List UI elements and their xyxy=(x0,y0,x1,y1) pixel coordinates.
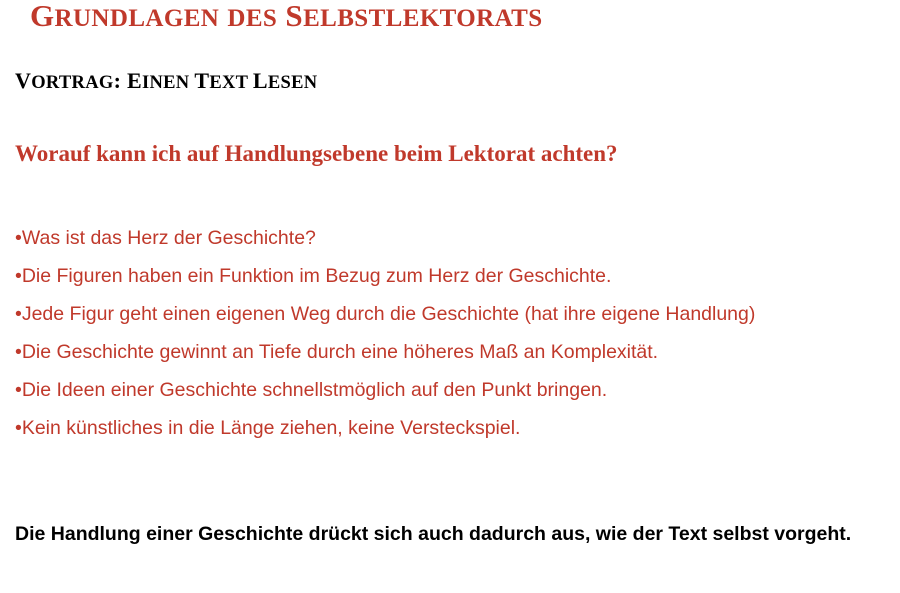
list-item xyxy=(15,333,875,371)
bullet-marker-icon: • xyxy=(15,303,22,325)
list-item-text: Kein künstliches in die Länge ziehen, keine Versteckspiel. xyxy=(21,417,521,439)
slide-subtitle xyxy=(15,68,317,94)
bullet-marker-icon: • xyxy=(15,265,22,287)
bullet-marker-icon: • xyxy=(15,341,22,363)
subtitle-initial-4: L xyxy=(252,68,268,93)
subtitle-rest-2: INEN xyxy=(141,73,195,93)
section-question: Worauf kann ich auf Handlungsebene beim Lektorat achten? xyxy=(15,141,618,166)
bullet-marker-icon: • xyxy=(15,417,22,439)
list-item-text: Jede Figur geht einen eigenen Weg durch die Geschichte (hat ihre eigene Handlung) xyxy=(21,303,756,325)
bullet-marker-icon: • xyxy=(15,227,22,249)
title-word-3-initial: S xyxy=(285,0,304,33)
subtitle-rest-4: ESEN xyxy=(267,73,318,93)
list-item-text: Die Figuren haben ein Funktion im Bezug zum Herz der Geschichte. xyxy=(21,265,612,287)
title-word-3-rest: ELBSTLEKTORATS xyxy=(303,5,543,32)
subtitle-rest-3: EXT xyxy=(209,73,253,93)
title-word-2: DES xyxy=(227,5,278,32)
list-item xyxy=(15,295,875,333)
subtitle-initial: V xyxy=(15,68,32,93)
list-item xyxy=(15,409,875,447)
closing-statement: Die Handlung einer Geschichte drückt sich auch dadurch aus, wie der Text selbst vorgeht. xyxy=(15,523,852,545)
bullet-list xyxy=(15,219,875,447)
list-item xyxy=(15,257,875,295)
subtitle-colon: : E xyxy=(113,68,142,93)
subtitle-rest: ORTRAG xyxy=(31,73,114,93)
bullet-marker-icon: • xyxy=(15,379,22,401)
title-word-1-initial: G xyxy=(30,0,55,33)
title-word-1-rest: RUNDLAGEN xyxy=(54,5,220,32)
list-item-text: Was ist das Herz der Geschichte? xyxy=(21,227,316,249)
list-item-text: Die Ideen einer Geschichte schnellstmöglich auf den Punkt bringen. xyxy=(21,379,608,401)
list-item-text: Die Geschichte gewinnt an Tiefe durch eine höheres Maß an Komplexität. xyxy=(21,341,659,363)
slide-title xyxy=(30,0,543,34)
list-item xyxy=(15,371,875,409)
subtitle-initial-3: T xyxy=(194,68,210,93)
list-item xyxy=(15,219,875,257)
